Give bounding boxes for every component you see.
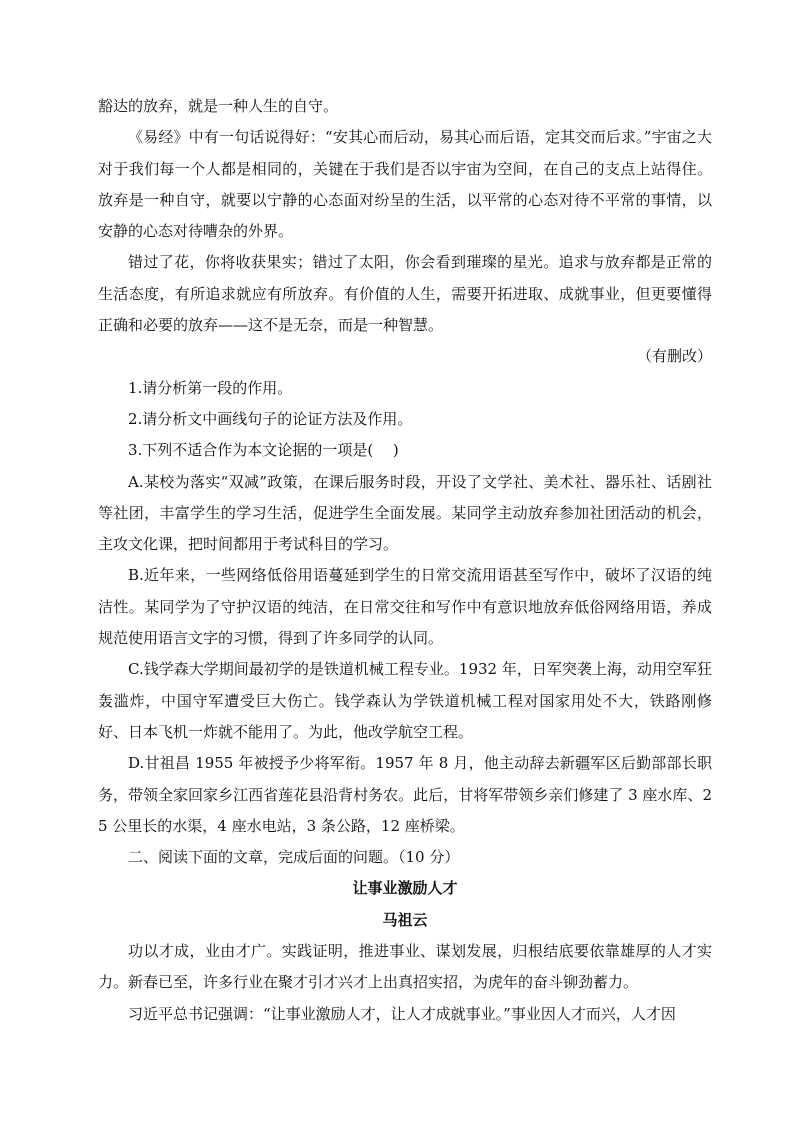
option-b: B.近年来，一些网络低俗用语蔓延到学生的日常交流用语甚至写作中，破坏了汉语的纯洁性。某同学为了守护汉语的纯洁，在日常交往和写作中有意识地放弃低俗网络用语，养成规范使用语言文字的习惯，得到了许多同学的认同。 — [98, 566, 712, 648]
option-a: A.某校为落实“双减”政策，在课后服务时段，开设了文学社、美术社、器乐社、话剧社等社团，丰富学生的学习生活，促进学生全面发展。某同学主动放弃参加社团活动的机会，主攻文化课，把时间都用于考试科目的学习。 — [98, 472, 712, 554]
article-title: 让事业激励人才 — [352, 879, 458, 898]
article-paragraph-2: 习近平总书记强调：“让事业激励人才，让人才成就事业。”事业因人才而兴，人才因 — [128, 1004, 676, 1023]
option-d: D.甘祖昌 1955 年被授予少将军衔。1957 年 8 月，他主动辞去新疆军区后勤部部长职务，带领全家回家乡江西省莲花县沿背村务农。此后，甘将军带领乡亲们修建了 3 座水库、25 公里长的水渠，4 座水电站，3 条公路，12 座桥梁。 — [98, 754, 712, 835]
question-3: 3.下列不适合作为本文论据的一项是( ) — [128, 441, 399, 460]
passage-paragraph-3: 错过了花，你将收获果实；错过了太阳，你会看到璀璨的星光。追求与放弃都是正常的生活态度，有所追求就应有所放弃。有价值的人生，需要开拓进取、成就事业，但更要懂得正确和必要的放弃——这不是无奈，而是一种智慧。 — [98, 253, 712, 335]
article-paragraph-1: 功以才成，业由才广。实践证明，推进事业、谋划发展，归根结底要依靠雄厚的人才实力。新春已至，许多行业在聚才引才兴才上出真招实招，为虎年的奋斗铆劲蓄力。 — [98, 942, 712, 992]
passage-paragraph-1: 豁达的放弃，就是一种人生的自守。 — [98, 97, 339, 115]
option-c: C.钱学森大学期间最初学的是铁道机械工程专业。1932 年，日军突袭上海，动用空军狂轰滥炸，中国守军遭受巨大伤亡。钱学森认为学铁道机械工程对国家用处不大，铁路刚修好、日本飞机一炸就不能用了。为此，他改学航空工程。 — [98, 660, 712, 741]
question-1: 1.请分析第一段的作用。 — [128, 378, 293, 397]
article-author: 马祖云 — [382, 910, 428, 929]
section-2-heading: 二、阅读下面的文章，完成后面的问题。（10 分） — [128, 848, 460, 867]
document-content — [98, 91, 712, 1030]
passage-paragraph-2: 《易经》中有一句话说得好：“安其心而后动，易其心而后语，定其交而后求。”宇宙之大对于我们每一个人都是相同的，关键在于我们是否以宇宙为空间，在自己的支点上站得住。放弃是一种自守，就要以宁静的心态面对纷呈的生活，以平常的心态对待不平常的事情，以安静的心态对待嘈杂的外界。 — [98, 128, 712, 241]
source-note: （有删改） — [636, 347, 712, 366]
question-2: 2.请分析文中画线句子的论证方法及作用。 — [128, 409, 413, 428]
